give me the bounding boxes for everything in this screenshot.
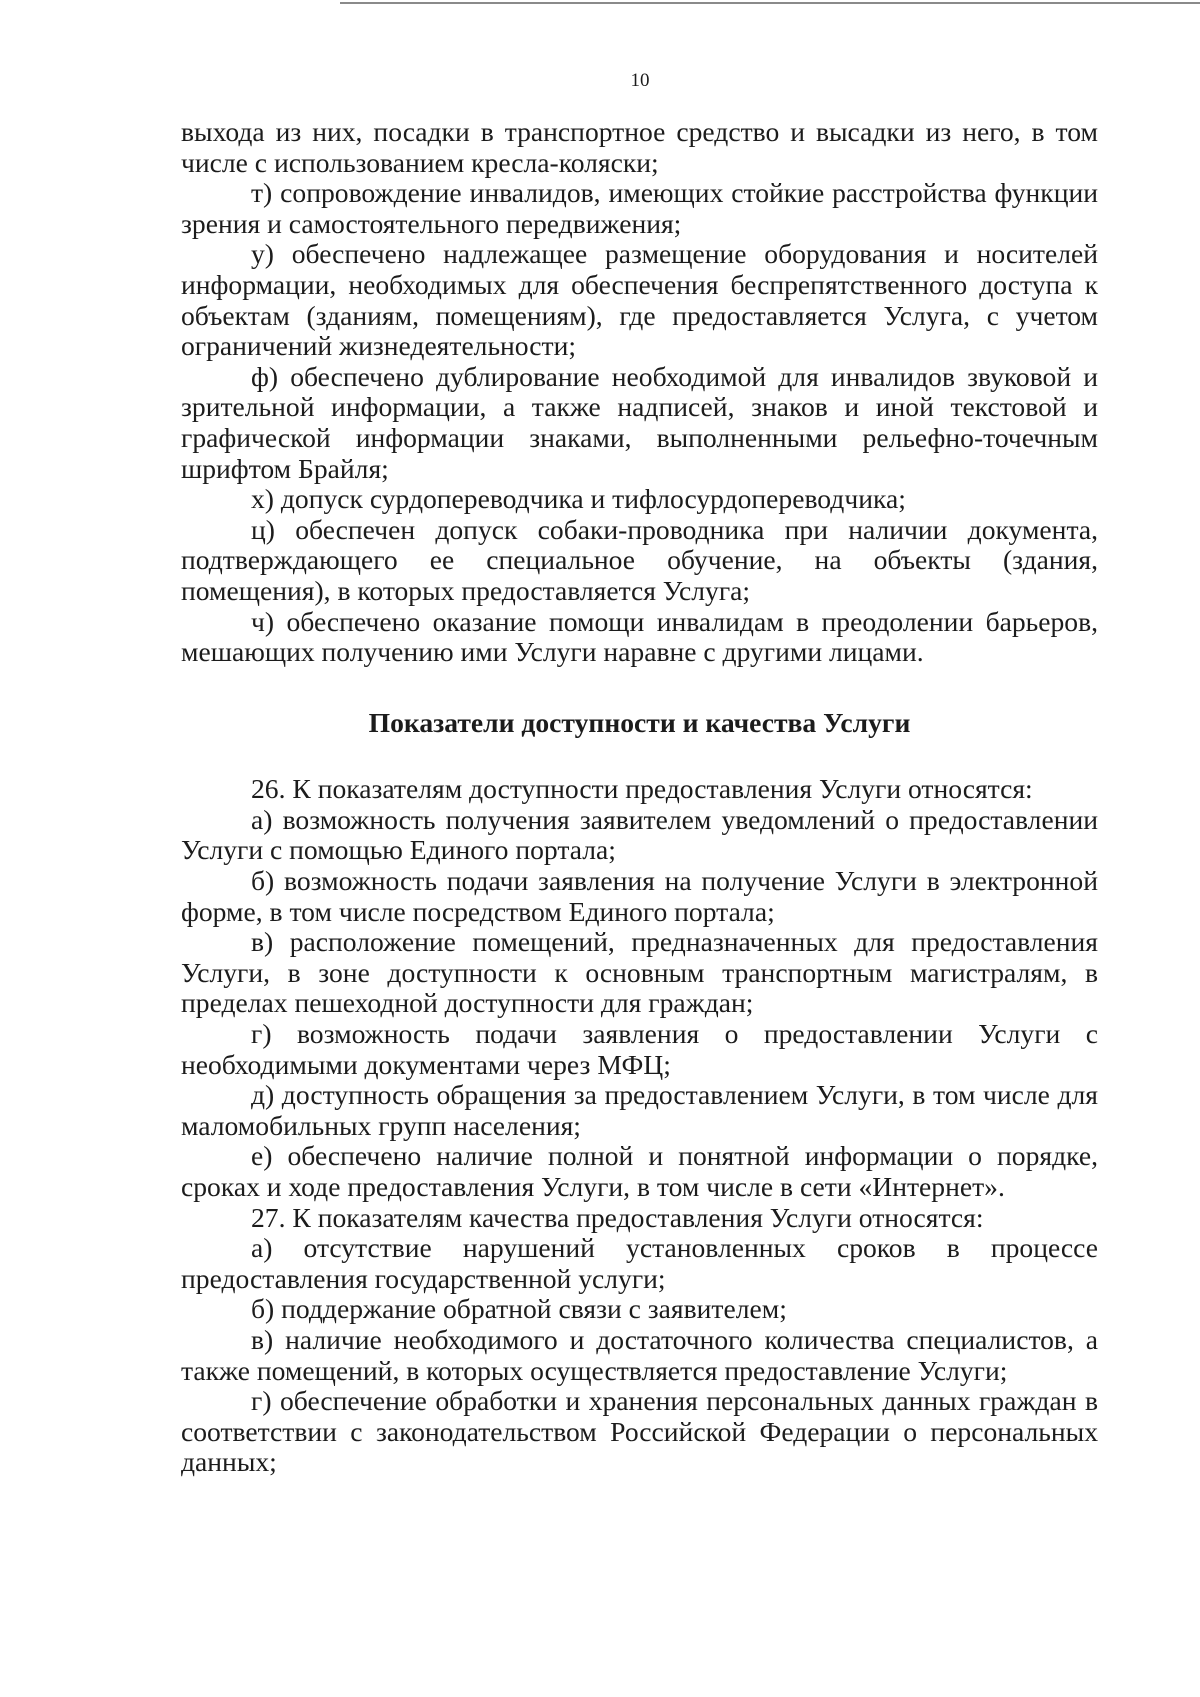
paragraph-item-ch: ч) обеспечено оказание помощи инвалидам в преодолении барьеров, мешающих получению ими Услуги наравне с другими лицами. [181,605,1098,668]
paragraph-27-v: в) наличие необходимого и достаточного количества специалистов, а также помещений, в которых осуществляется предоставление Услуги; [181,1323,1098,1386]
page-number: 10 [630,70,650,91]
paragraph-continuation: выхода из них, посадки в транспортное средство и высадки из него, в том числе с использованием кресла-коляски; [181,116,1098,178]
paragraph-item-u: у) обеспечено надлежащее размещение оборудования и носителей информации, необходимых для обеспечения беспрепятственного доступа к объектам (зданиям, помещениям), где предоставляется Услуга, с учетом ограничений жизнедеятельности; [181,238,1098,362]
paragraph-26-a: а) возможность получения заявителем уведомлений о предоставлении Услуги с помощью Единого портала; [181,803,1098,866]
paragraph-26: 26. К показателям доступности предоставления Услуги относятся: [251,773,1033,805]
paragraph-item-t: т) сопровождение инвалидов, имеющих стойкие расстройства функции зрения и самостоятельного передвижения; [181,177,1098,239]
paragraph-26-v: в) расположение помещений, предназначенных для предоставления Услуги, в зоне доступности к основным транспортным магистралям, в пределах пешеходной доступности для граждан; [181,926,1098,1019]
paragraph-27-a: а) отсутствие нарушений установленных сроков в процессе предоставления государственной услуги; [181,1232,1098,1294]
paragraph-26-e: е) обеспечено наличие полной и понятной информации о порядке, сроках и ходе предоставления Услуги, в том числе в сети «Интернет». [181,1140,1098,1202]
paragraph-27: 27. К показателям качества предоставления Услуги относятся: [251,1201,984,1233]
paragraph-27-g: г) обеспечение обработки и хранения персональных данных граждан в соответствии с законодательством Российской Федерации о персональных данных; [181,1385,1098,1478]
paragraph-item-h: х) допуск сурдопереводчика и тифлосурдопереводчика; [251,483,906,515]
paragraph-26-b: б) возможность подачи заявления на получение Услуги в электронной форме, в том числе посредством Единого портала; [181,865,1098,927]
paragraph-26-g: г) возможность подачи заявления о предоставлении Услуги с необходимыми документами через МФЦ; [181,1018,1098,1080]
paragraph-27-b: б) поддержание обратной связи с заявителем; [251,1293,787,1325]
section-heading: Показатели доступности и качества Услуги [368,706,911,738]
paragraph-item-ts: ц) обеспечен допуск собаки-проводника при наличии документа, подтверждающего ее специальное обучение, на объекты (здания, помещения), в которых предоставляется Услуга; [181,513,1098,606]
document-body [181,117,1098,1478]
paragraph-26-d: д) доступность обращения за предоставлением Услуги, в том числе для маломобильных групп населения; [181,1079,1098,1141]
paragraph-item-f: ф) обеспечено дублирование необходимой для инвалидов звуковой и зрительной информации, а также надписей, знаков и иной текстовой и графической информации знаками, выполненными рельефно-точечным шрифтом Брайля; [181,360,1098,484]
top-scan-line [340,2,1200,4]
